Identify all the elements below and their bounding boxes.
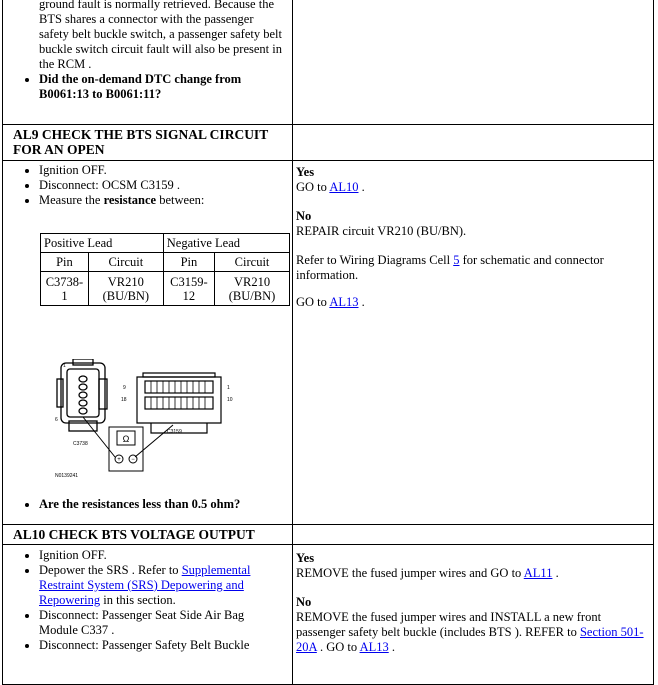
- al10-left-cell: [3, 545, 293, 685]
- negative-pin: C3159-12: [163, 272, 214, 306]
- positive-lead-header: Positive Lead: [41, 234, 164, 253]
- go-to-text: GO to: [296, 295, 330, 309]
- pin-num-label: 18: [121, 397, 127, 403]
- al9-no-action: GO to AL13 .: [296, 295, 365, 309]
- al9-step: • Ignition OFF.: [39, 163, 292, 178]
- al10-no-label: No: [296, 595, 312, 609]
- al10-right-cell: [293, 545, 654, 685]
- al9-step-measure: [39, 193, 292, 208]
- figure-id-label: N0139241: [55, 473, 79, 479]
- continued-text: [3, 0, 292, 72]
- continued-line: BTS shares a connector with the passenger: [39, 12, 254, 26]
- c3159-connector-shape: [137, 373, 221, 433]
- al9-refer-text: [296, 253, 650, 283]
- al10-step: • Disconnect: Passenger Safety Belt Buckle: [39, 638, 272, 653]
- al9-yes-label: Yes: [296, 165, 315, 179]
- al10-no-action: REMOVE the fused jumper wires and INSTALL a new front passenger safety belt buckle (includes BTS ). REFER to Section 501-20A . GO to AL13 .: [296, 610, 644, 654]
- al13-link[interactable]: AL13: [329, 295, 359, 309]
- depower-suffix: in this section.: [100, 593, 176, 607]
- plus-symbol: +: [117, 457, 121, 463]
- continued-line: the RCM .: [39, 57, 92, 71]
- circuit-header: Circuit: [215, 253, 290, 272]
- negative-lead-header: Negative Lead: [163, 234, 289, 253]
- measure-bold: resistance: [103, 193, 157, 207]
- circuit-header: Circuit: [88, 253, 163, 272]
- section-link[interactable]: Section 501-20A: [296, 625, 644, 654]
- continued-question-list: [3, 72, 292, 102]
- lead-table: [40, 233, 290, 306]
- refer-suffix: for schematic and connector information.: [296, 253, 604, 282]
- al10-title: AL10 CHECK BTS VOLTAGE OUTPUT: [13, 527, 255, 542]
- al10-header-row: [3, 525, 654, 545]
- al9-body-row: [3, 161, 654, 525]
- connector-figure: [55, 359, 255, 479]
- continued-question: • Did the on-demand DTC change from B0061:13 to B0061:11?: [39, 72, 292, 102]
- al10-yes-label: Yes: [296, 551, 315, 565]
- continued-right-cell: [293, 0, 654, 125]
- continued-line: safety belt buckle switch, a passenger safety belt: [39, 27, 282, 41]
- continued-left-cell: [3, 0, 293, 125]
- no-mid: . GO to: [316, 640, 360, 654]
- pin-header: Pin: [163, 253, 214, 272]
- al9-question-list: [3, 497, 292, 512]
- minus-symbol: −: [131, 457, 135, 463]
- negative-circuit: VR210 (BU/BN): [215, 272, 290, 306]
- al9-title: [3, 125, 292, 158]
- al10-yes-action: REMOVE the fused jumper wires and GO to AL11 .: [296, 566, 559, 580]
- c3738-connector-shape: [57, 359, 107, 431]
- continued-row: [3, 0, 654, 125]
- connector-diagram: [55, 359, 255, 489]
- continued-line: buckle switch circuit fault will also be present in: [39, 42, 282, 56]
- al9-title-text: AL9 CHECK THE BTS SIGNAL CIRCUIT FOR AN OPEN: [13, 127, 268, 157]
- pin-num-label: 10: [227, 397, 233, 403]
- go-to-text: GO to: [296, 180, 330, 194]
- yes-text: REMOVE the fused jumper wires and GO to: [296, 566, 524, 580]
- al10-step-depower: [39, 563, 272, 608]
- al9-yes-action: GO to AL10 .: [296, 180, 365, 194]
- al9-header-right: [293, 125, 654, 161]
- al9-right-cell: [293, 161, 654, 525]
- pin-header: Pin: [41, 253, 89, 272]
- al13-link[interactable]: AL13: [359, 640, 389, 654]
- al9-steps: [3, 163, 292, 208]
- pin-num-label: 9: [123, 385, 126, 391]
- ohm-symbol: Ω: [122, 434, 130, 444]
- measure-prefix: Measure the: [39, 193, 104, 207]
- al9-no-repair: REPAIR circuit VR210 (BU/BN).: [296, 224, 467, 238]
- al10-header-cell: [3, 525, 293, 545]
- depower-prefix: Depower the SRS . Refer to: [39, 563, 182, 577]
- c3738-label: C3738: [73, 441, 88, 447]
- refer-prefix: Refer to Wiring Diagrams Cell: [296, 253, 454, 267]
- al11-link[interactable]: AL11: [523, 566, 553, 580]
- positive-circuit: VR210 (BU/BN): [88, 272, 163, 306]
- al10-steps: [3, 548, 292, 653]
- pin-num-label: 1: [227, 385, 230, 391]
- continued-line: ground fault is normally retrieved. Because the: [39, 0, 274, 11]
- al9-header-cell: [3, 125, 293, 161]
- wiring-cell-link[interactable]: 5: [453, 253, 460, 267]
- al10-body-row: [3, 545, 654, 685]
- srs-depowering-link[interactable]: Supplemental Restraint System (SRS) Depowering and Repowering: [39, 563, 251, 607]
- al9-header-row: [3, 125, 654, 161]
- al9-no-label: No: [296, 209, 312, 223]
- c3159-label: C3159: [167, 429, 182, 435]
- al9-step: • Disconnect: OCSM C3159 .: [39, 178, 292, 193]
- al10-step: • Disconnect: Passenger Seat Side Air Bag Module C337 .: [39, 608, 272, 638]
- pin-num-label: 1: [63, 363, 66, 369]
- al9-left-cell: [3, 161, 293, 525]
- al10-step: • Ignition OFF.: [39, 548, 272, 563]
- measure-suffix: between:: [156, 193, 205, 207]
- diagnostic-table: [2, 0, 654, 685]
- pin-num-label: 6: [55, 417, 58, 423]
- al9-question: • Are the resistances less than 0.5 ohm?: [39, 497, 292, 512]
- no-text: REMOVE the fused jumper wires and INSTALL a new front passenger safety belt buckle (includes BTS ). REFER to: [296, 610, 602, 639]
- al10-link[interactable]: AL10: [329, 180, 359, 194]
- positive-pin: C3738-1: [41, 272, 89, 306]
- al10-header-right: [293, 525, 654, 545]
